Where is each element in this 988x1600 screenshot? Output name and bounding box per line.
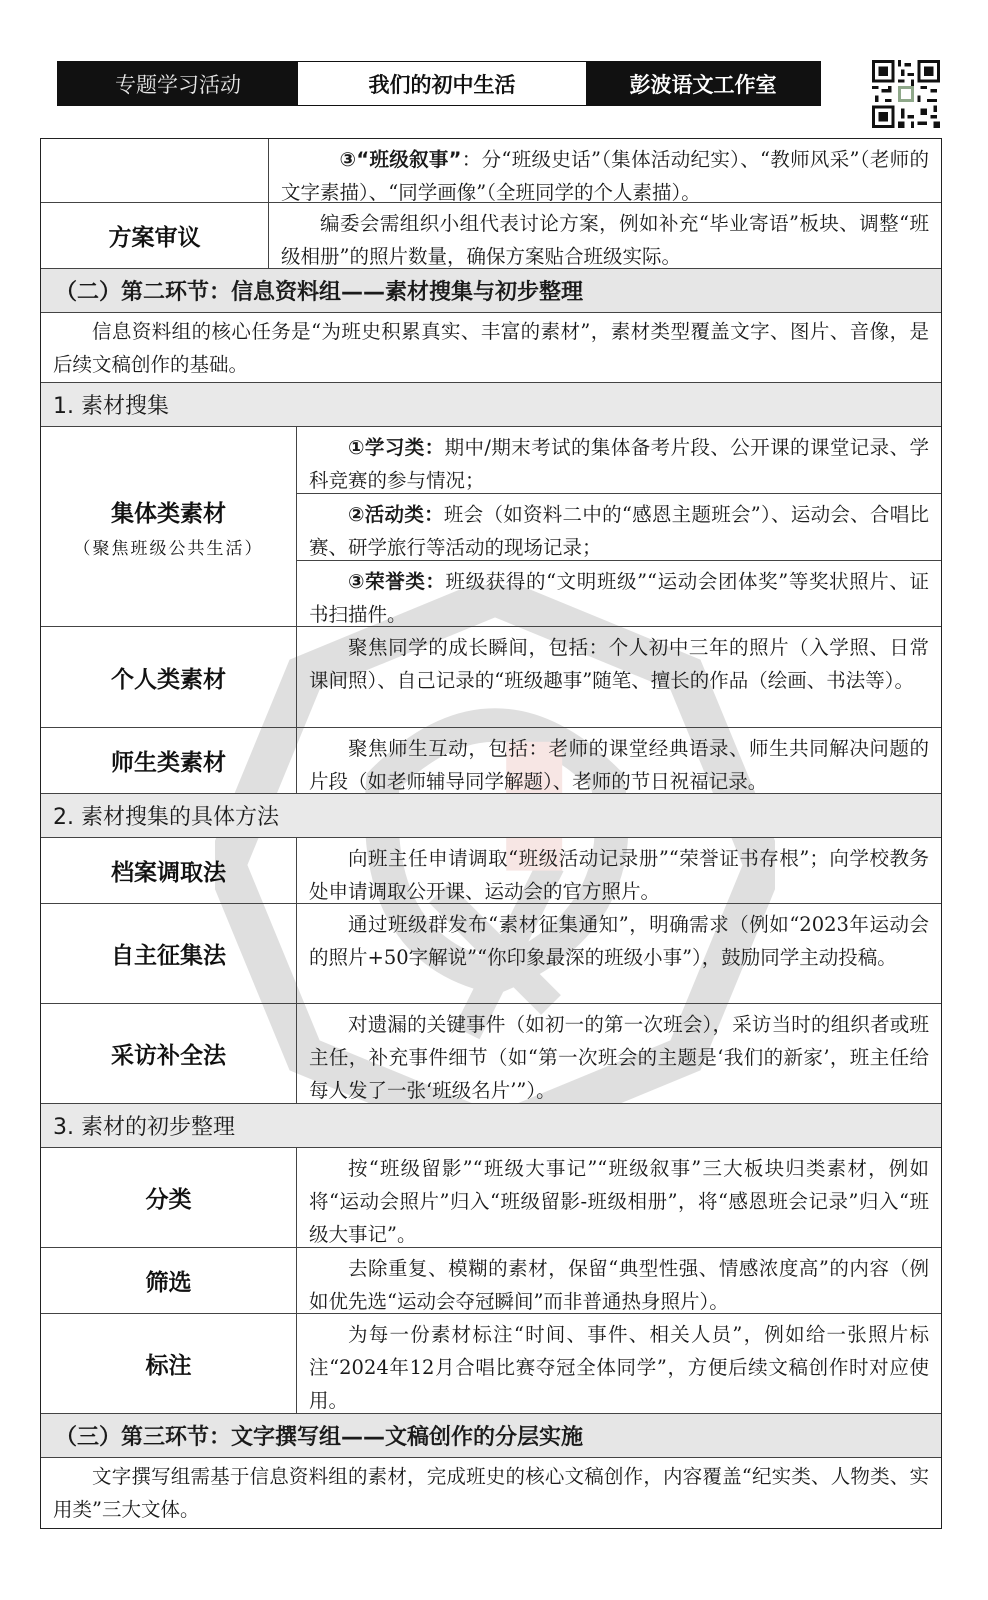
table-row [41,313,941,383]
row-label: 自主征集法 [41,904,297,1003]
topic-label: 我们的初中生活 [298,62,586,105]
row-content: 通过班级群发布“素材征集通知”，明确需求（例如“2023年运动会的照片+50字解说”“你印象最深的班级小事”），鼓励同学主动投稿。 [309,913,929,969]
subsection-heading: 3. 素材的初步整理 [41,1104,941,1148]
label-main: 集体类素材 [111,500,226,527]
subsection-heading: 1. 素材搜集 [41,383,941,427]
table-row [41,904,941,1004]
row-label: 分类 [41,1148,297,1247]
section-intro: 文字撰写组需基于信息资料组的素材，完成班史的核心文稿创作，内容覆盖“纪实类、人物类、实用类”三大文体。 [53,1465,929,1521]
item-lead: ③荣誉类： [348,570,446,593]
header-banner [57,61,821,106]
section-intro: 信息资料组的核心任务是“为班史积累真实、丰富的素材”，素材类型覆盖文字、图片、音像，是后续文稿创作的基础。 [53,320,929,376]
table-row [41,1458,941,1528]
list-item [297,561,941,627]
item-lead: ②活动类： [348,503,444,526]
row-content [269,139,941,202]
item-lead: ①学习类： [348,436,445,459]
table-row [41,728,941,794]
row-content: 聚焦师生互动，包括：老师的课堂经典语录、师生共同解决问题的片段（如老师辅导同学解题）、老师的节日祝福记录。 [309,737,929,793]
row-label: 筛选 [41,1248,297,1313]
row-content: 为每一份素材标注“时间、事件、相关人员”，例如给一张照片标注“2024年12月合唱比赛夺冠全体同学”，方便后续文稿创作时对应使用。 [309,1323,929,1412]
row-label: 档案调取法 [41,838,297,903]
section-heading: （三）第三环节：文字撰写组——文稿创作的分层实施 [41,1414,941,1458]
item-stack [297,427,941,626]
row-content: 向班主任申请调取“班级活动记录册”“荣誉证书存根”；向学校教务处申请调取公开课、运动会的官方照片。 [309,847,929,903]
item-text: 期中/期末考试的集体备考片段、公开课的课堂记录、学科竞赛的参与情况； [309,436,930,492]
list-item [297,427,941,494]
table-row [41,1248,941,1314]
series-label: 专题学习活动 [58,62,298,105]
row-label: 师生类素材 [41,728,297,793]
row-content: 聚焦同学的成长瞬间，包括：个人初中三年的照片（入学照、日常课间照）、自己记录的“班级趣事”随笔、擅长的作品（绘画、书法等）。 [309,636,929,692]
section-heading: （二）第二环节：信息资料组——素材搜集与初步整理 [41,269,941,313]
item-lead: ③“班级叙事” [339,148,462,171]
qr-code-icon [872,60,940,128]
studio-label: 彭波语文工作室 [586,62,820,105]
item-text: 班会（如资料二中的“感恩主题班会”）、运动会、合唱比赛、研学旅行等活动的现场记录； [309,503,929,559]
row-label: 采访补全法 [41,1004,297,1103]
list-item [297,494,941,561]
row-content: 对遗漏的关键事件（如初一的第一次班会），采访当时的组织者或班主任，补充事件细节（如“第一次班会的主题是‘我们的新家’，班主任给每人发了一张‘班级名片’”）。 [309,1013,929,1102]
subsection-heading: 2. 素材搜集的具体方法 [41,794,941,838]
table-row [41,1148,941,1248]
table-row [41,427,941,627]
content-table [40,138,942,1529]
row-label: 个人类素材 [41,627,297,727]
table-row [41,1004,941,1104]
row-content: 按“班级留影”“班级大事记”“班级叙事”三大板块归类素材，例如将“运动会照片”归入“班级留影-班级相册”，将“感恩班会记录”归入“班级大事记”。 [309,1157,929,1246]
row-content: 去除重复、模糊的素材，保留“典型性强、情感浓度高”的内容（例如优先选“运动会夺冠瞬间”而非普通热身照片）。 [309,1257,929,1313]
item-text: 班级获得的“文明班级”“运动会团体奖”等奖状照片、证书扫描件。 [309,570,929,626]
row-label: 方案审议 [41,203,269,268]
row-label [41,427,297,626]
item-text: ：分“班级史话”（集体活动纪实）、“教师风采”（老师的文字素描）、“同学画像”（全班同学的个人素描）。 [281,148,929,204]
table-row [41,627,941,728]
table-row [41,203,941,269]
row-content: 编委会需组织小组代表讨论方案，例如补充“毕业寄语”板块、调整“班级相册”的照片数量，确保方案贴合班级实际。 [281,212,929,268]
table-row [41,838,941,904]
row-label: 标注 [41,1314,297,1413]
table-row [41,139,941,203]
empty-label-cell [41,139,269,202]
label-sub: （聚焦班级公共生活） [73,538,264,559]
table-row [41,1314,941,1414]
